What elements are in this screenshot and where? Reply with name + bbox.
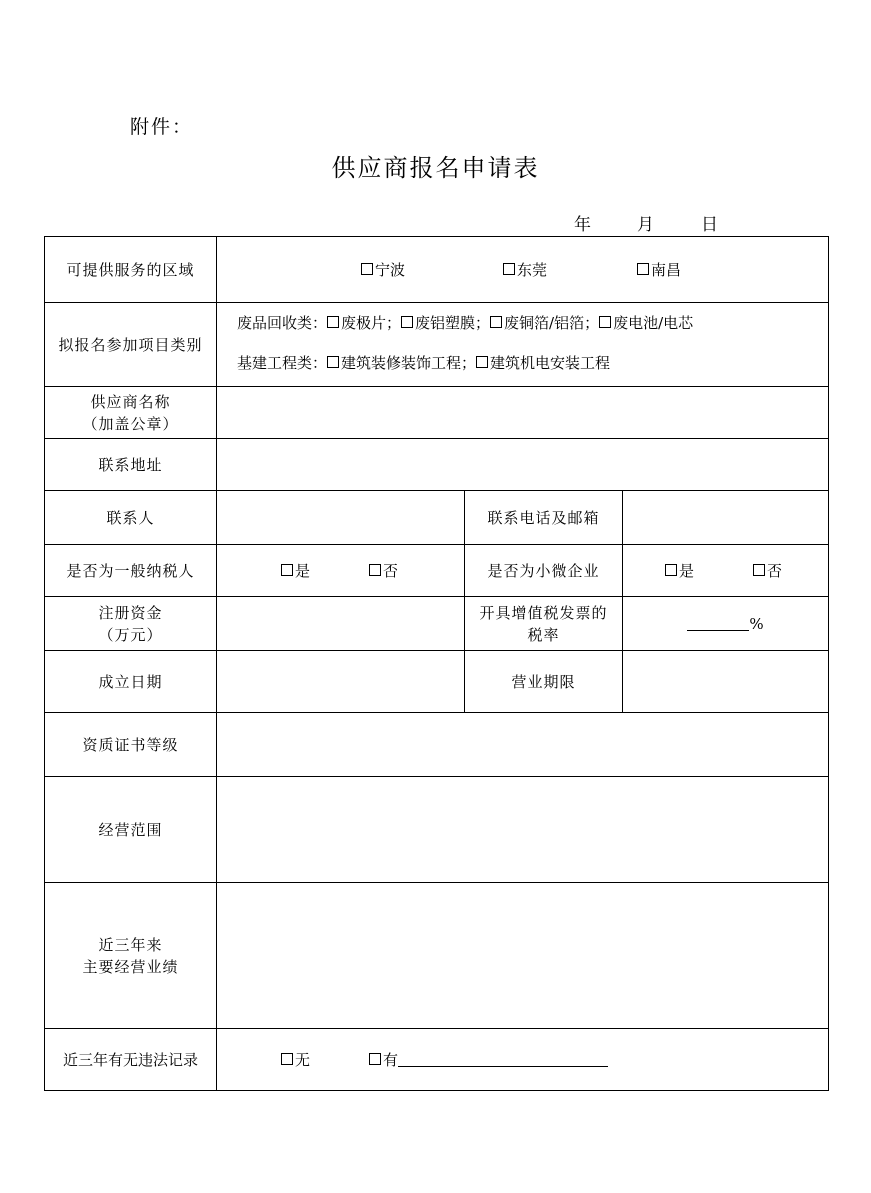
established-date-field[interactable]	[217, 651, 465, 713]
project-category-options	[217, 303, 829, 387]
option-taxpayer-no[interactable]: 否	[369, 560, 398, 582]
small-enterprise-label: 是否为小微企业	[465, 545, 623, 597]
percent-sign: %	[749, 614, 764, 633]
row-project-category	[45, 303, 829, 387]
checkbox-icon[interactable]	[327, 316, 339, 328]
checkbox-icon[interactable]	[637, 263, 649, 275]
attachment-label: 附件：	[130, 116, 194, 138]
registered-capital-field[interactable]	[217, 597, 465, 651]
phone-email-field[interactable]	[623, 491, 829, 545]
row-contact	[45, 491, 829, 545]
checkbox-icon[interactable]	[327, 356, 339, 368]
date-month-label: 月	[637, 215, 654, 235]
address-label: 联系地址	[45, 439, 217, 491]
application-form-table	[44, 236, 829, 1091]
vat-rate-blank[interactable]	[687, 616, 749, 631]
date-day-label: 日	[701, 215, 718, 235]
phone-email-label: 联系电话及邮箱	[465, 491, 623, 545]
supplier-name-field[interactable]	[217, 387, 829, 439]
violation-detail-blank[interactable]	[398, 1052, 608, 1067]
option-mep-engineering[interactable]: 建筑机电安装工程	[476, 352, 610, 374]
date-year-label: 年	[574, 215, 591, 235]
row-business-scope	[45, 777, 829, 883]
recycling-prefix: 废品回收类：	[237, 313, 328, 332]
violations-label: 近三年有无违法记录	[45, 1029, 217, 1091]
checkbox-icon[interactable]	[476, 356, 488, 368]
checkbox-icon[interactable]	[281, 1053, 293, 1065]
option-taxpayer-yes[interactable]: 是	[281, 560, 310, 582]
row-service-area	[45, 237, 829, 303]
checkbox-icon[interactable]	[753, 564, 765, 576]
service-area-options	[217, 237, 829, 303]
option-has-violation[interactable]: 有	[369, 1049, 608, 1071]
construction-prefix: 基建工程类：	[237, 353, 328, 372]
checkbox-icon[interactable]	[401, 316, 413, 328]
established-date-label: 成立日期	[45, 651, 217, 713]
supplier-name-label: 供应商名称 （加盖公章）	[45, 387, 217, 439]
registered-capital-label: 注册资金 （万元）	[45, 597, 217, 651]
page-title: 供应商报名申请表	[331, 154, 540, 182]
performance-label: 近三年来 主要经营业绩	[45, 883, 217, 1029]
checkbox-icon[interactable]	[503, 263, 515, 275]
general-taxpayer-options	[217, 545, 465, 597]
business-scope-field[interactable]	[217, 777, 829, 883]
small-enterprise-options	[623, 545, 829, 597]
row-capital	[45, 597, 829, 651]
general-taxpayer-label: 是否为一般纳税人	[45, 545, 217, 597]
option-ningbo[interactable]: 宁波	[361, 259, 405, 281]
row-supplier-name	[45, 387, 829, 439]
checkbox-icon[interactable]	[281, 564, 293, 576]
option-waste-battery[interactable]: 废电池/电芯	[599, 312, 693, 334]
checkbox-icon[interactable]	[369, 1053, 381, 1065]
row-violations	[45, 1029, 829, 1091]
option-small-yes[interactable]: 是	[665, 560, 694, 582]
checkbox-icon[interactable]	[361, 263, 373, 275]
row-address	[45, 439, 829, 491]
row-established	[45, 651, 829, 713]
contact-field[interactable]	[217, 491, 465, 545]
service-area-label: 可提供服务的区域	[45, 237, 217, 303]
qualification-label: 资质证书等级	[45, 713, 217, 777]
option-decoration-engineering[interactable]: 建筑装修装饰工程；	[327, 352, 476, 374]
option-waste-electrode[interactable]: 废极片；	[327, 312, 401, 334]
checkbox-icon[interactable]	[599, 316, 611, 328]
option-dongguan[interactable]: 东莞	[503, 259, 547, 281]
row-taxpayer	[45, 545, 829, 597]
address-field[interactable]	[217, 439, 829, 491]
project-category-label: 拟报名参加项目类别	[45, 303, 217, 387]
construction-category-line	[217, 352, 828, 374]
option-waste-copper-foil[interactable]: 废铜箔/铝箔；	[490, 312, 599, 334]
qualification-field[interactable]	[217, 713, 829, 777]
checkbox-icon[interactable]	[665, 564, 677, 576]
business-term-field[interactable]	[623, 651, 829, 713]
performance-field[interactable]	[217, 883, 829, 1029]
option-nanchang[interactable]: 南昌	[637, 259, 681, 281]
option-waste-aluminum-film[interactable]: 废铝塑膜；	[401, 312, 490, 334]
vat-rate-field[interactable]	[623, 597, 829, 651]
checkbox-icon[interactable]	[490, 316, 502, 328]
vat-rate-label: 开具增值税发票的 税率	[465, 597, 623, 651]
business-scope-label: 经营范围	[45, 777, 217, 883]
checkbox-icon[interactable]	[369, 564, 381, 576]
option-small-no[interactable]: 否	[753, 560, 782, 582]
contact-label: 联系人	[45, 491, 217, 545]
violations-options	[217, 1029, 829, 1091]
row-performance	[45, 883, 829, 1029]
option-no-violation[interactable]: 无	[281, 1049, 310, 1071]
business-term-label: 营业期限	[465, 651, 623, 713]
recycling-category-line	[217, 312, 828, 334]
row-qualification	[45, 713, 829, 777]
